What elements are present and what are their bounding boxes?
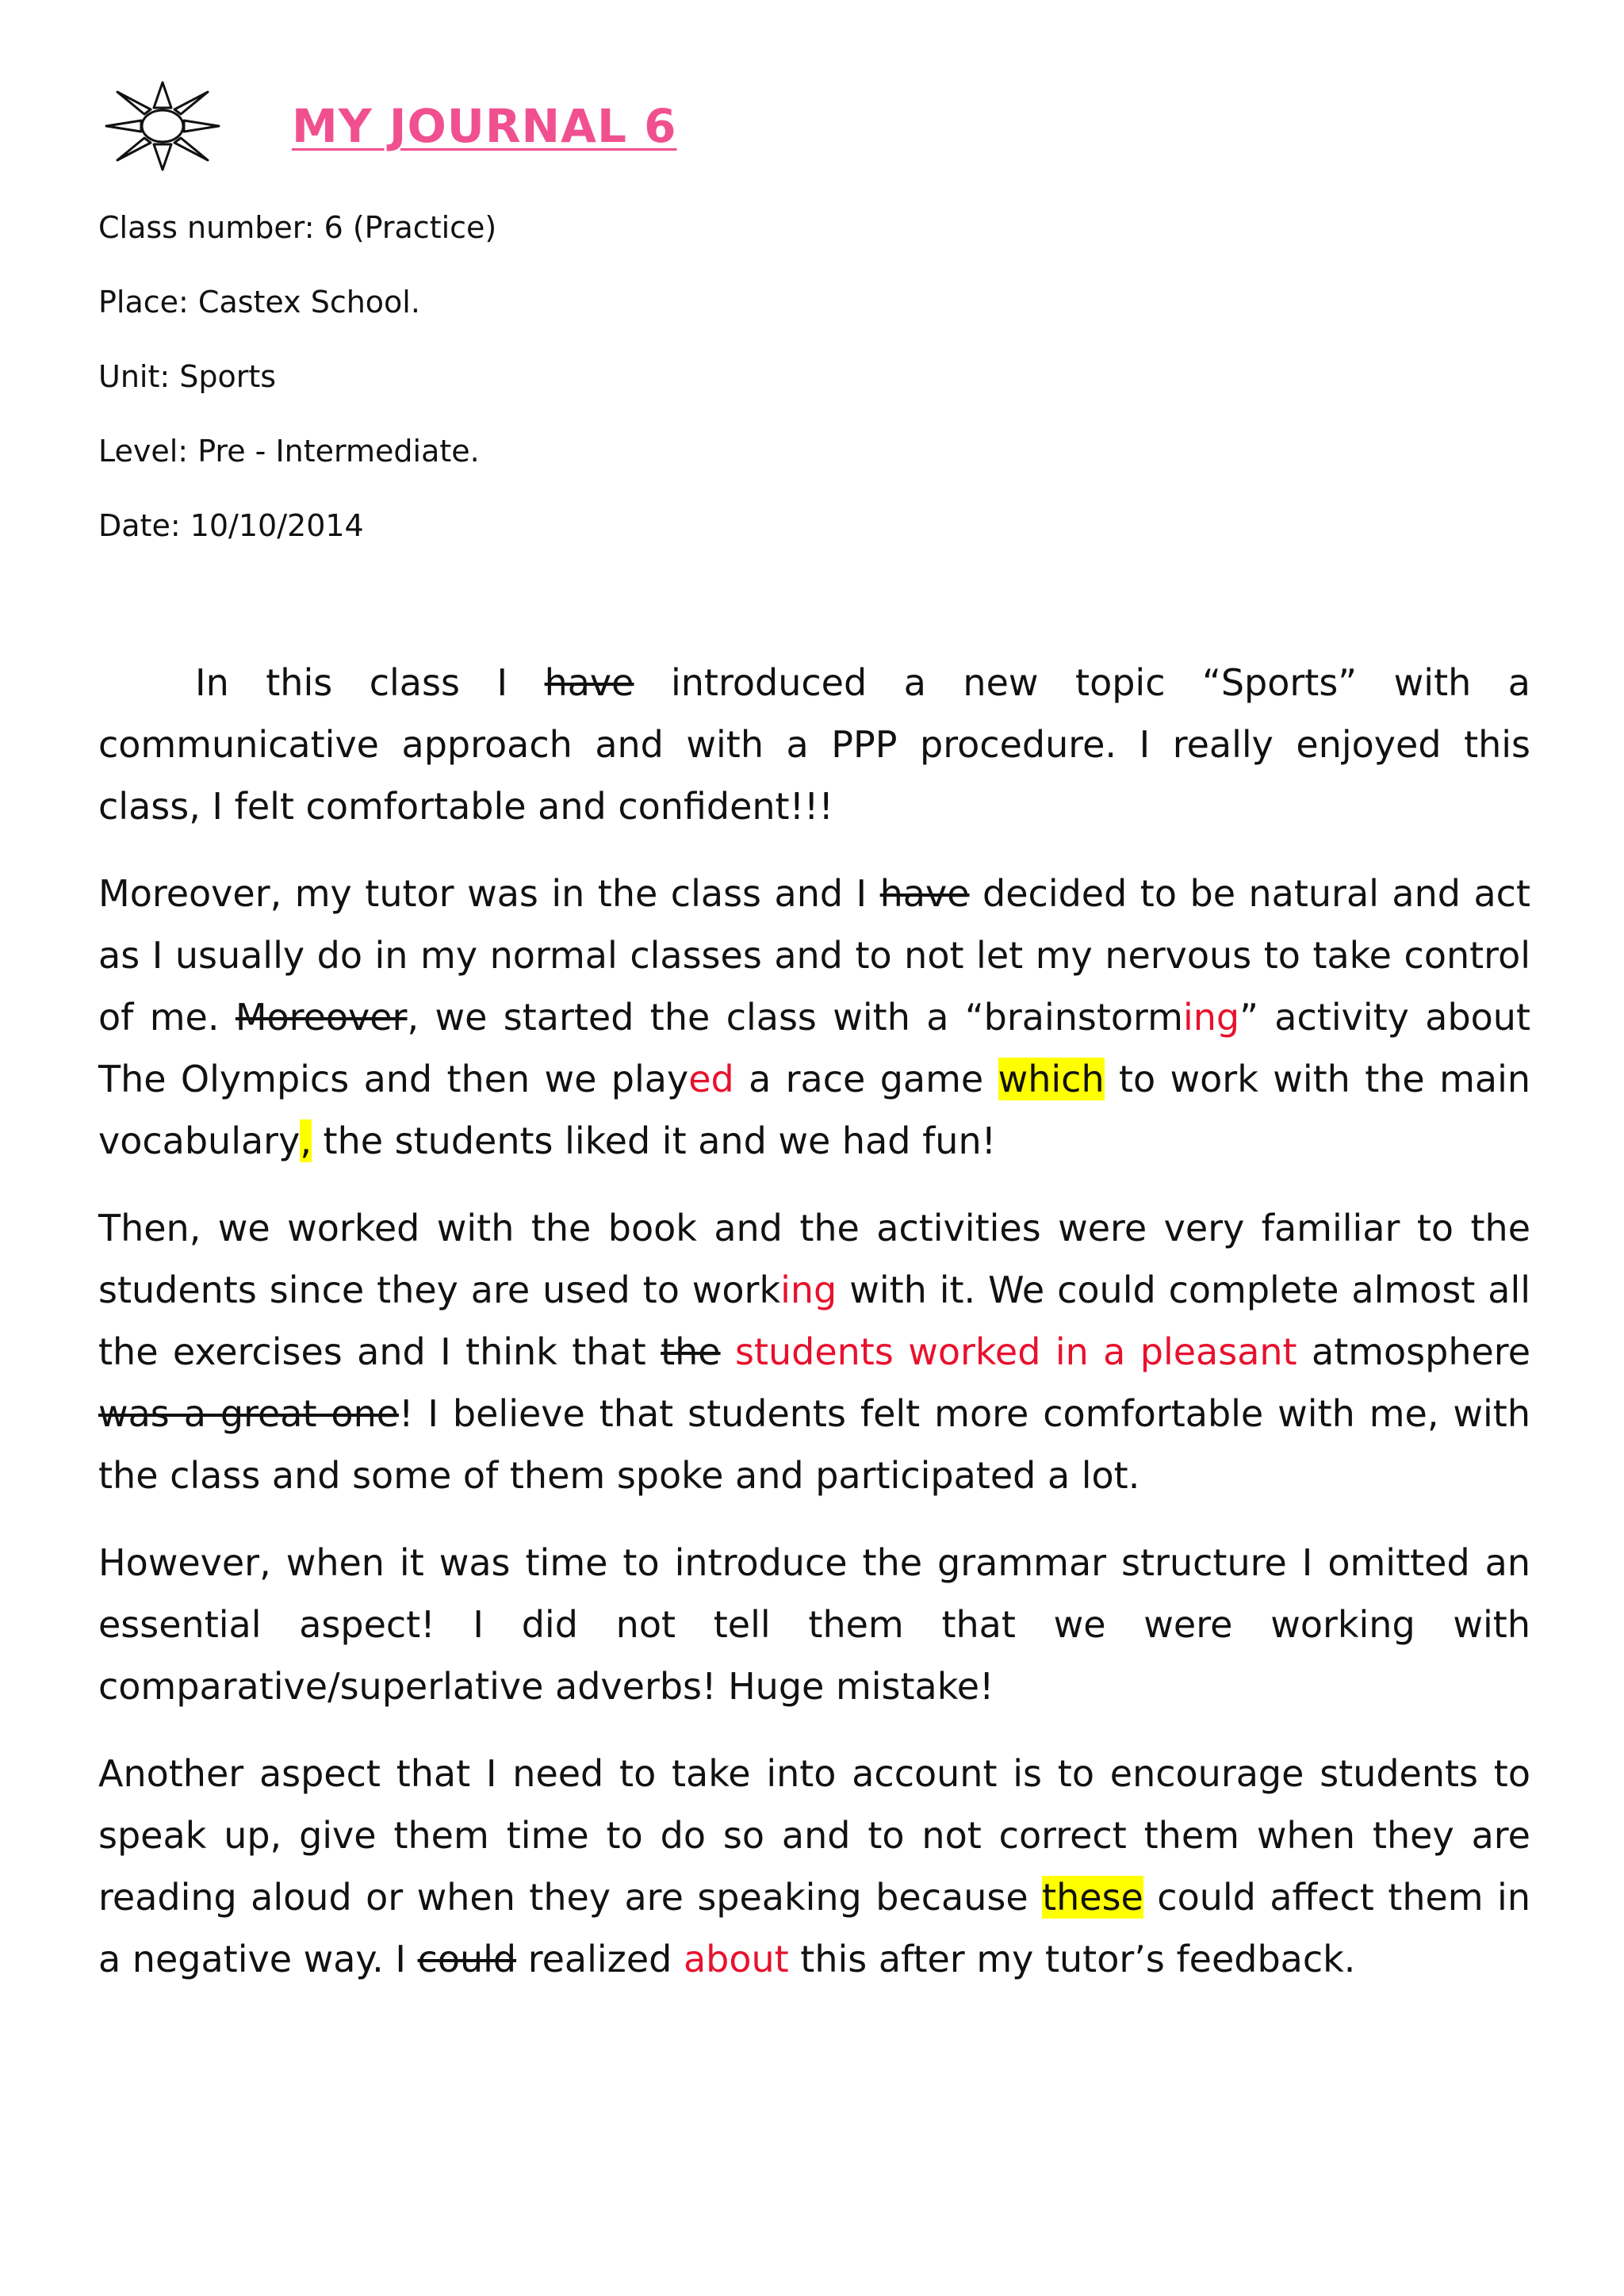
text-run: decided to be natural and act as I usually do in my normal classes and to not let my nervous to take control of me. — [98, 872, 1530, 1039]
text-run: introduced a new topic “Sports” with a communicative approach and with a PPP procedure. I really enjoyed this class, I felt comfortable and confident!!! — [98, 661, 1530, 828]
meta-class-number: Class number: 6 (Practice) — [98, 210, 497, 245]
text-run: Moreover, my tutor was in the class and I — [98, 872, 880, 915]
text-run: this after my tutor’s feedback. — [788, 1938, 1356, 1980]
correction-text: students worked in a pleasant — [735, 1330, 1297, 1373]
text-run: ” activity about The Olympics and then we play — [98, 996, 1530, 1100]
text-run: , we started the class with a “brainstorm — [407, 996, 1183, 1039]
text-run: to work with the main vocabulary — [98, 1058, 1531, 1162]
text-run: realized — [516, 1938, 684, 1980]
text-run: a race game — [733, 1058, 998, 1100]
text-run: ! I believe that students felt more comfortable with me, with the class and some of them spoke and participated a lot. — [98, 1392, 1530, 1497]
meta-date: Date: 10/10/2014 — [98, 508, 364, 543]
correction-text: about — [683, 1938, 789, 1980]
struck-text: have — [544, 661, 634, 704]
struck-text: could — [417, 1938, 517, 1980]
paragraph — [98, 863, 1530, 1172]
text-run: the students liked it and we had fun! — [311, 1119, 997, 1162]
page-title: MY JOURNAL 6 — [292, 99, 677, 153]
paragraph — [98, 1532, 1530, 1717]
paragraph — [98, 652, 1530, 837]
meta-level: Level: Pre - Intermediate. — [98, 434, 480, 469]
text-run: In this class I — [195, 661, 545, 704]
meta-unit: Unit: Sports — [98, 359, 277, 394]
struck-text: have — [879, 872, 970, 915]
text-run — [721, 1330, 735, 1373]
highlighted-text: , — [300, 1119, 312, 1162]
paragraph — [98, 1743, 1530, 1990]
text-run: with it. We could complete almost all the exercises and I think that — [98, 1269, 1531, 1373]
struck-text: Moreover — [235, 996, 408, 1039]
text-run: Another aspect that I need to take into account is to encourage students to speak up, give them time to do so and to not correct them when they are reading aloud or when they are speaking because — [98, 1752, 1530, 1919]
highlighted-text: these — [1042, 1876, 1143, 1919]
correction-text: ed — [688, 1058, 734, 1100]
text-run: Then, we worked with the book and the activities were very familiar to the students since they are used to work — [98, 1207, 1530, 1311]
struck-text: was a great one — [98, 1392, 400, 1435]
text-run: However, when it was time to introduce the grammar structure I omitted an essential aspect! I did not tell them that we were working with comparative/superlative adverbs! Huge mistake! — [98, 1541, 1530, 1708]
journal-body — [98, 652, 1530, 2015]
correction-text: ing — [1182, 996, 1240, 1039]
struck-text: the — [661, 1330, 721, 1373]
text-run: could affect them in a negative way. I — [98, 1876, 1530, 1980]
sun-icon — [103, 79, 222, 173]
meta-place: Place: Castex School. — [98, 285, 420, 320]
correction-text: ing — [780, 1269, 837, 1311]
highlighted-text: which — [998, 1058, 1105, 1100]
paragraph — [98, 1197, 1530, 1506]
text-run: atmosphere — [1297, 1330, 1531, 1373]
